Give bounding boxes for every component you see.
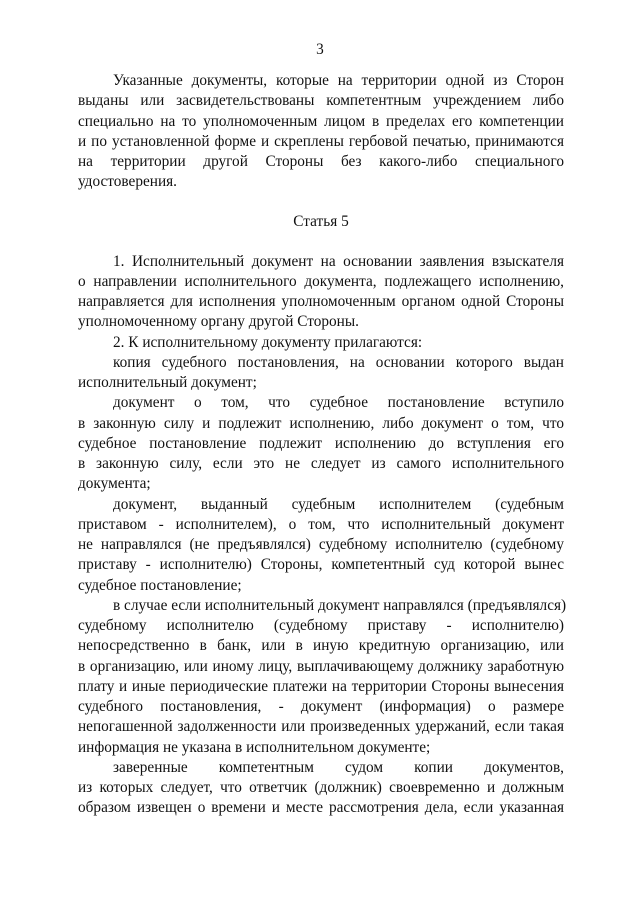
text-line: приставом - исполнителем), о том, что исполнительный документ: [78, 515, 564, 533]
text-line: из которых следует, что ответчик (должник) своевременно и должным: [78, 779, 564, 796]
text-line: в законную силу и подлежит исполнению, либо документ о том, что: [78, 414, 564, 432]
paragraph-4: [78, 393, 564, 494]
text-line: документ о том, что судебное постановление вступило: [113, 394, 564, 412]
text-line: направляется для исполнения уполномоченным органом одной Стороны: [78, 293, 564, 310]
text-line: о направлении исполнительного документа, подлежащего исполнению,: [78, 272, 564, 290]
text-line: судебному исполнителю (судебному приставу - исполнителю): [78, 617, 564, 634]
text-line: непосредственно в банк, или в иную кредитную организацию, или: [78, 637, 564, 655]
page-number: 3: [316, 41, 324, 58]
text-line: документа;: [78, 475, 151, 493]
text-line: и по установленной форме и скреплены гербовой печатью, принимаются: [78, 132, 564, 150]
text-line: копия судебного постановления, на основании которого выдан: [113, 353, 564, 371]
text-line: уполномоченному органу другой Стороны.: [78, 313, 359, 331]
text-line: судебного постановления, - документ (информация) о размере: [78, 698, 564, 715]
text-line: выданы или засвидетельствованы компетентным учреждением либо: [78, 92, 564, 110]
text-line: судебное постановление;: [78, 576, 242, 594]
text-line: плату и иные периодические платежи на территории Стороны вынесения: [78, 677, 564, 695]
text-line: 2. К исполнительному документу прилагаются:: [113, 333, 423, 351]
paragraph-5: [78, 495, 564, 596]
paragraph-3: [78, 353, 564, 394]
article-heading: Статья 5: [293, 212, 349, 230]
text-line: в случае если исполнительный документ направлялся (предъявлялся): [113, 596, 567, 614]
text-line: не направлялся (не предъявлялся) судебному исполнителю (судебному: [78, 536, 564, 553]
paragraph-2: [78, 333, 564, 353]
paragraph-7: [78, 758, 564, 819]
paragraph-6: [78, 596, 567, 758]
document-body: [78, 71, 567, 819]
text-line: приставу - исполнителю) Стороны, компетентный суд которой вынес: [78, 556, 564, 574]
text-line: образом извещен о времени и месте рассмотрения дела, если указанная: [78, 799, 564, 817]
text-line: судебное постановление подлежит исполнению до вступления его: [78, 434, 564, 452]
text-line: удостоверения.: [78, 173, 178, 191]
text-line: в законную силу, если это не следует из самого исполнительного: [78, 455, 564, 472]
text-line: Указанные документы, которые на территории одной из Сторон: [113, 72, 564, 89]
text-line: специально на то уполномоченным лицом в пределах его компетенции: [78, 112, 564, 130]
text-line: информация не указана в исполнительном документе;: [78, 738, 431, 756]
intro-paragraph: [78, 71, 564, 193]
text-line: 1. Исполнительный документ на основании заявления взыскателя: [113, 252, 564, 270]
text-line: непогашенной задолженности или произведенных удержаний, если такая: [78, 718, 564, 736]
text-line: документ, выданный судебным исполнителем (судебным: [113, 495, 564, 513]
text-line: исполнительный документ;: [78, 374, 257, 391]
text-line: заверенные компетентным судом копии документов,: [113, 758, 564, 776]
text-line: на территории другой Стороны без какого-либо специального: [78, 153, 564, 170]
text-line: в организацию, или иному лицу, выплачивающему должнику заработную: [78, 657, 564, 675]
paragraph-1: [78, 252, 564, 333]
